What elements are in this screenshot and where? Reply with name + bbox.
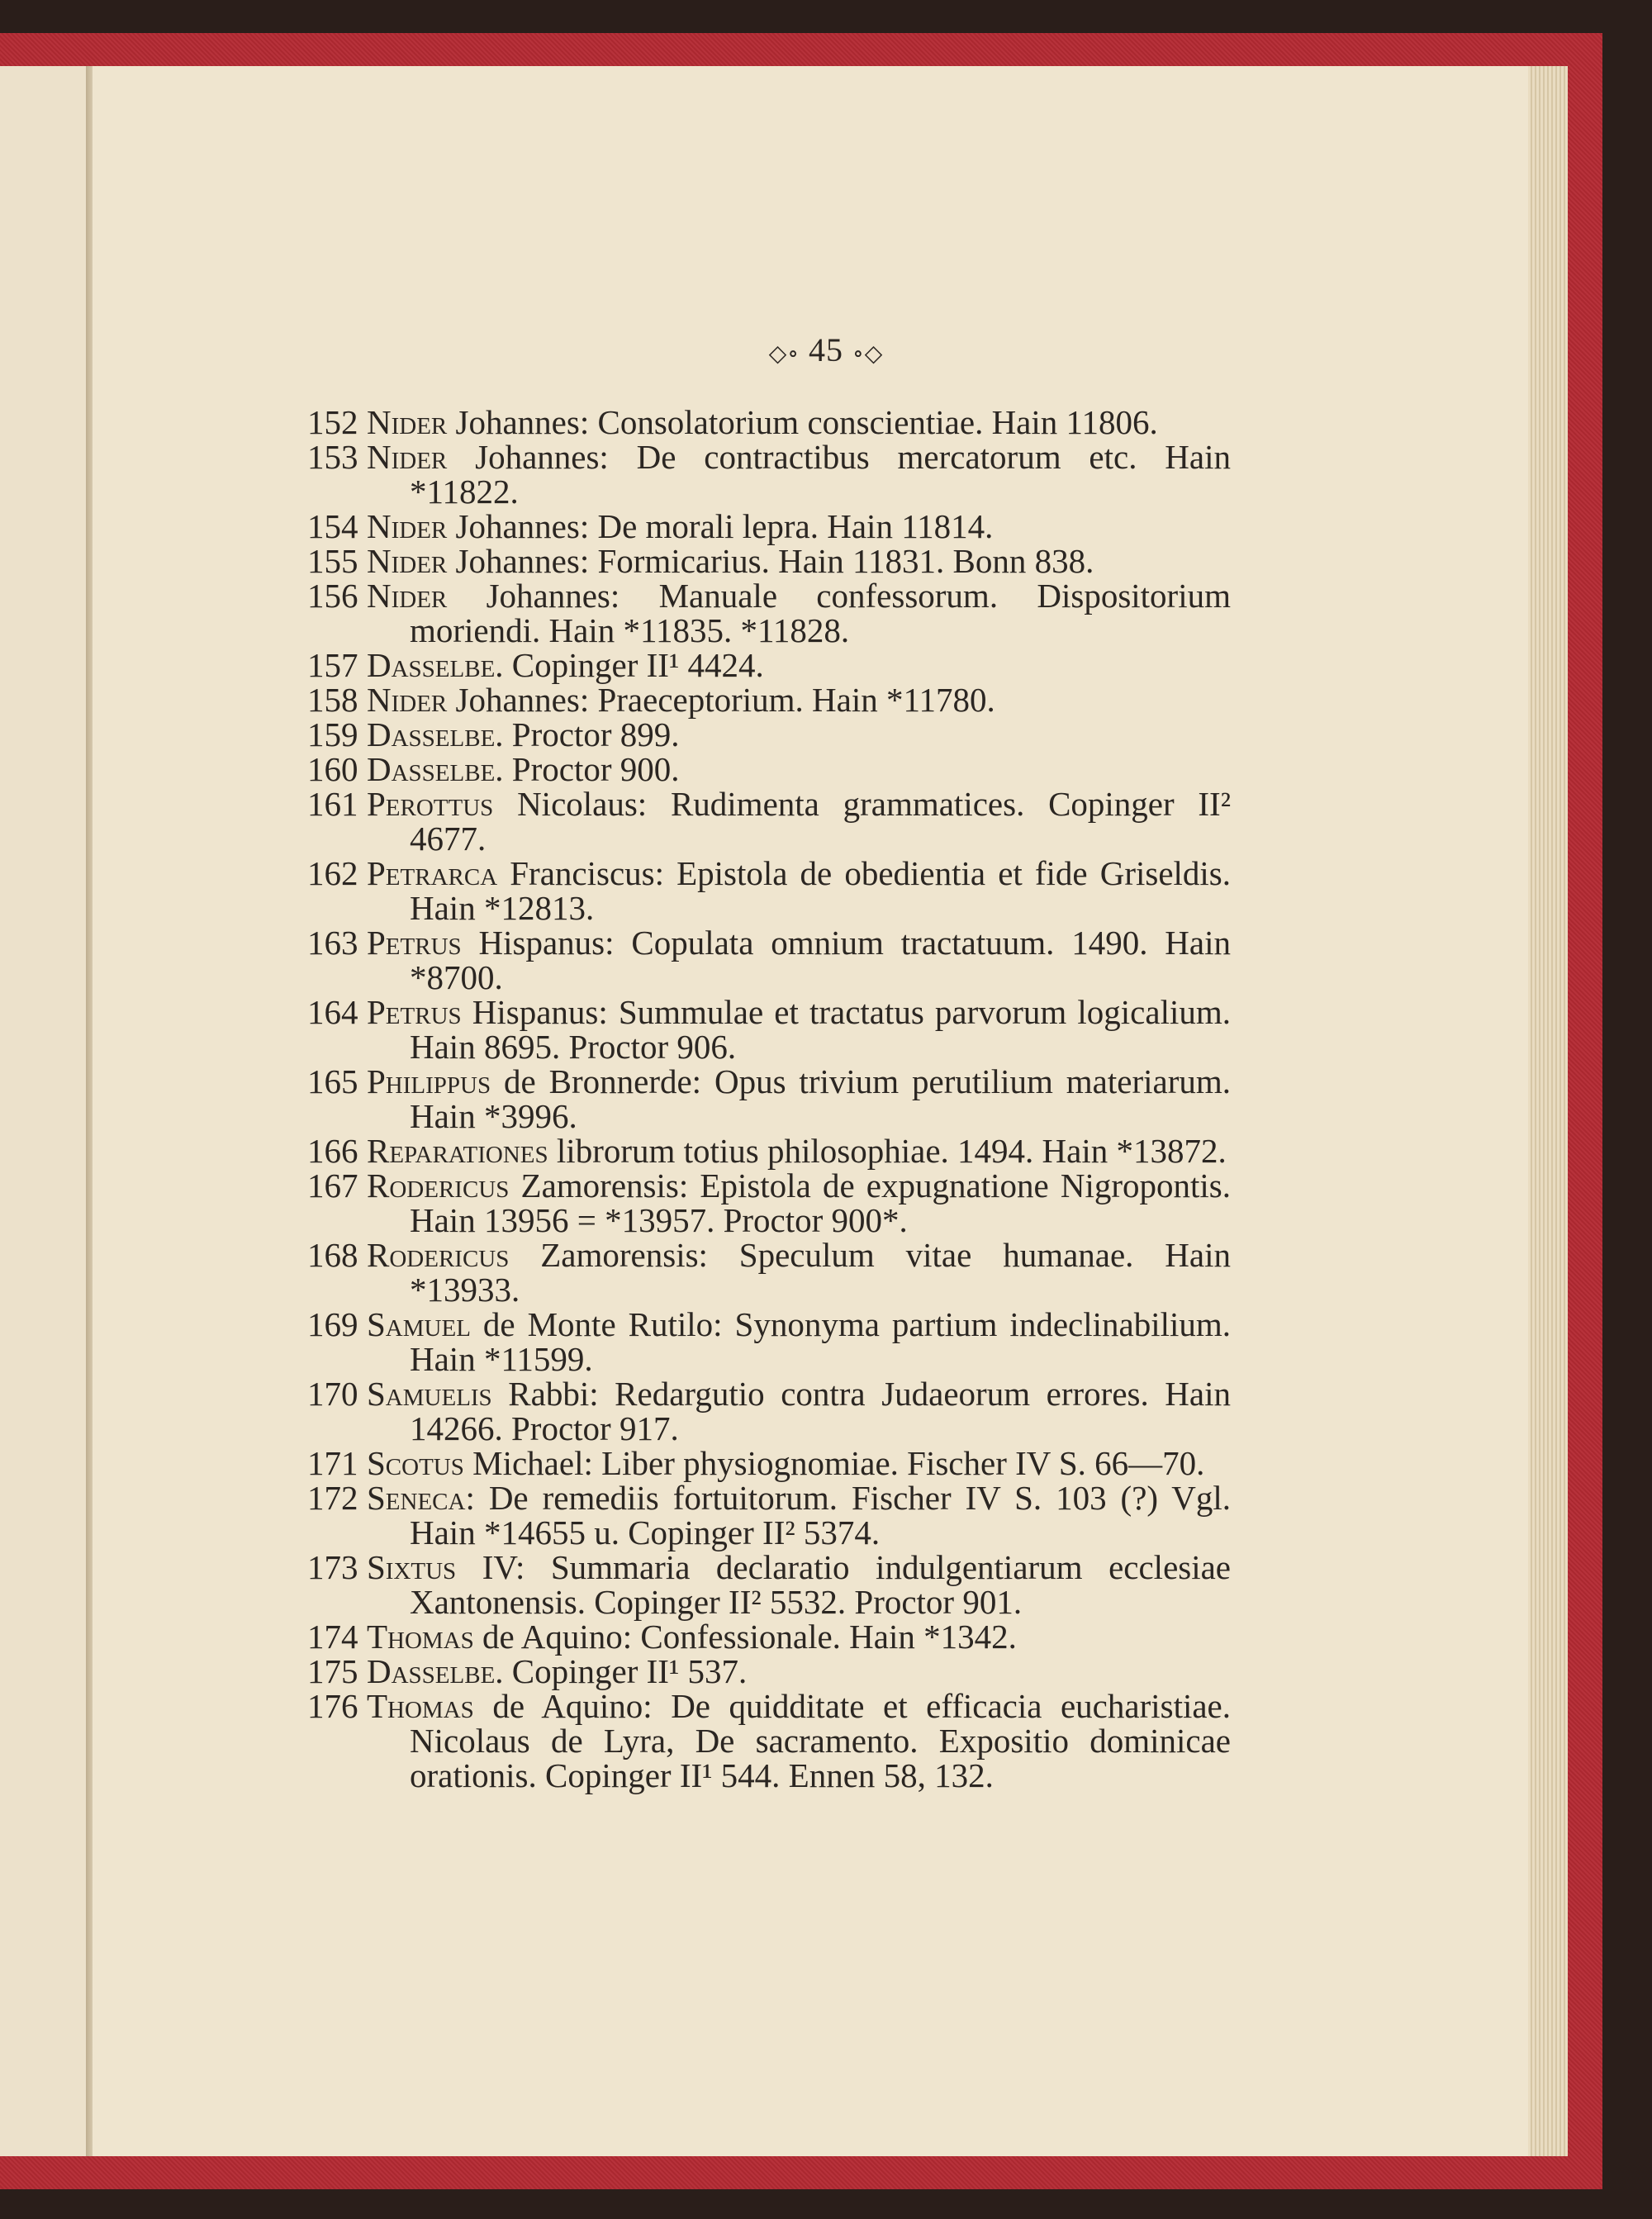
entry-author: Samuelis (367, 1375, 492, 1413)
entry-number: 157 (307, 646, 358, 684)
catalog-entry (307, 1307, 1231, 1376)
catalog-entry (307, 717, 1231, 752)
ornament-left: ◇∘ (768, 341, 800, 367)
entry-number: 162 (307, 854, 358, 892)
entry-description: Copinger II¹ 4424. (511, 646, 764, 684)
entry-author: Seneca: (367, 1479, 475, 1517)
catalog-entry (307, 1133, 1231, 1168)
entry-description: de Aquino: De quidditate et efficacia eucharistiae. Nicolaus de Lyra, De sacramento. Expositio dominicae orationis. Copinger II¹ 544. Ennen 58, 132. (410, 1687, 1232, 1794)
entry-description: Rabbi: Redargutio contra Judaeorum errores. Hain 14266. Proctor 917. (410, 1375, 1232, 1447)
catalog-entry (307, 1480, 1231, 1550)
entry-description: Nicolaus: Rudimenta grammatices. Copinger II² 4677. (410, 785, 1232, 858)
entry-description: Johannes: De contractibus mercatorum etc. Hain *11822. (410, 438, 1232, 511)
entry-number: 159 (307, 715, 358, 753)
entry-number: 165 (307, 1062, 358, 1100)
entry-author: Thomas (367, 1618, 474, 1656)
entry-description: Johannes: Praeceptorium. Hain *11780. (455, 681, 995, 719)
entry-number: 170 (307, 1375, 358, 1413)
entry-description: Zamorensis: Speculum vitae humanae. Hain *13933. (410, 1236, 1231, 1309)
ornament-right: ∘◇ (852, 341, 884, 367)
catalog-entry (307, 1376, 1231, 1446)
entry-author: Nider (367, 403, 448, 441)
entry-description: Zamorensis: Epistola de expugnatione Nigropontis. Hain 13956 = *13957. Proctor 900*. (410, 1167, 1231, 1239)
catalog-entry (307, 648, 1231, 682)
entry-description: Proctor 900. (511, 750, 680, 788)
catalog-entry (307, 1654, 1231, 1689)
catalog-entry (307, 1238, 1231, 1307)
entry-author: Nider (367, 681, 448, 719)
entry-description: de Aquino: Confessionale. Hain *1342. (482, 1618, 1017, 1656)
entry-number: 152 (307, 403, 358, 441)
catalog-entry (307, 1619, 1231, 1654)
entry-number: 158 (307, 681, 358, 719)
catalog-entry (307, 752, 1231, 786)
entry-description: Michael: Liber physiognomiae. Fischer IV S. 66—70. (472, 1444, 1205, 1482)
entry-description: de Bronnerde: Opus trivium perutilium materiarum. Hain *3996. (410, 1062, 1231, 1135)
entry-author: Petrarca (367, 854, 498, 892)
entry-description: Proctor 899. (511, 715, 680, 753)
catalog-entry (307, 405, 1231, 440)
entry-author: Scotus (367, 1444, 464, 1482)
entry-number: 174 (307, 1618, 358, 1656)
entry-number: 153 (307, 438, 358, 476)
entry-number: 161 (307, 785, 358, 823)
catalog-entry (307, 544, 1231, 578)
entry-author: Petrus (367, 924, 462, 962)
catalog-entry (307, 1064, 1231, 1133)
entry-author: Nider (367, 438, 448, 476)
catalog-entry (307, 578, 1231, 648)
entry-description: Hispanus: Copulata omnium tractatuum. 1490. Hain *8700. (410, 924, 1231, 996)
entry-description: Copinger II¹ 537. (511, 1652, 748, 1690)
entry-description: De remediis fortuitorum. Fischer IV S. 103 (?) Vgl. Hain *14655 u. Copinger II² 5374. (410, 1479, 1232, 1551)
catalog-entry (307, 1168, 1231, 1238)
entry-author: Sixtus (367, 1548, 457, 1586)
page-fore-edge (1528, 66, 1568, 2156)
catalog-entry-list (307, 405, 1231, 1793)
catalog-entry (307, 856, 1231, 925)
entry-description: Johannes: Manuale confessorum. Dispositorium moriendi. Hain *11835. *11828. (410, 577, 1231, 649)
entry-author: Thomas (367, 1687, 474, 1725)
entry-author: Dasselbe. (367, 715, 504, 753)
entry-description: librorum totius philosophiae. 1494. Hain *13872. (556, 1132, 1227, 1170)
entry-author: Samuel (367, 1305, 471, 1343)
entry-number: 156 (307, 577, 358, 615)
entry-author: Rodericus (367, 1236, 510, 1274)
entry-number: 166 (307, 1132, 358, 1170)
entry-number: 164 (307, 993, 358, 1031)
entry-author: Dasselbe. (367, 646, 504, 684)
entry-description: Johannes: Formicarius. Hain 11831. Bonn 838. (455, 542, 1094, 580)
catalog-entry (307, 1446, 1231, 1480)
catalog-entry (307, 786, 1231, 856)
catalog-entry (307, 440, 1231, 509)
entry-number: 168 (307, 1236, 358, 1274)
entry-number: 169 (307, 1305, 358, 1343)
catalog-entry (307, 1689, 1231, 1793)
entry-description: Hispanus: Summulae et tractatus parvorum logicalium. Hain 8695. Proctor 906. (410, 993, 1231, 1066)
catalog-entry (307, 925, 1231, 995)
page-header (0, 330, 1652, 369)
entry-description: Johannes: De morali lepra. Hain 11814. (455, 507, 994, 545)
entry-number: 154 (307, 507, 358, 545)
entry-author: Perottus (367, 785, 494, 823)
entry-number: 173 (307, 1548, 358, 1586)
entry-number: 171 (307, 1444, 358, 1482)
catalog-entry (307, 509, 1231, 544)
entry-author: Dasselbe. (367, 1652, 504, 1690)
catalog-entry (307, 1550, 1231, 1619)
entry-number: 175 (307, 1652, 358, 1690)
entry-author: Rodericus (367, 1167, 510, 1205)
entry-number: 176 (307, 1687, 358, 1725)
entry-description: Johannes: Consolatorium conscientiae. Hain 11806. (455, 403, 1158, 441)
page-number: 45 (809, 331, 843, 368)
entry-author: Nider (367, 507, 448, 545)
entry-author: Dasselbe. (367, 750, 504, 788)
entry-number: 167 (307, 1167, 358, 1205)
catalog-entry (307, 682, 1231, 717)
entry-author: Reparationes (367, 1132, 548, 1170)
entry-number: 155 (307, 542, 358, 580)
entry-author: Petrus (367, 993, 462, 1031)
entry-description: de Monte Rutilo: Synonyma partium indeclinabilium. Hain *11599. (410, 1305, 1232, 1378)
entry-author: Nider (367, 542, 448, 580)
entry-number: 160 (307, 750, 358, 788)
left-page-edge (0, 66, 89, 2156)
catalog-entry (307, 995, 1231, 1064)
entry-author: Philippus (367, 1062, 491, 1100)
entry-description: IV: Summaria declaratio indulgentiarum ecclesiae Xantonensis. Copinger II² 5532. Proctor 901. (410, 1548, 1232, 1621)
entry-description: Franciscus: Epistola de obedientia et fide Griseldis. Hain *12813. (410, 854, 1232, 927)
entry-number: 163 (307, 924, 358, 962)
entry-number: 172 (307, 1479, 358, 1517)
entry-author: Nider (367, 577, 448, 615)
